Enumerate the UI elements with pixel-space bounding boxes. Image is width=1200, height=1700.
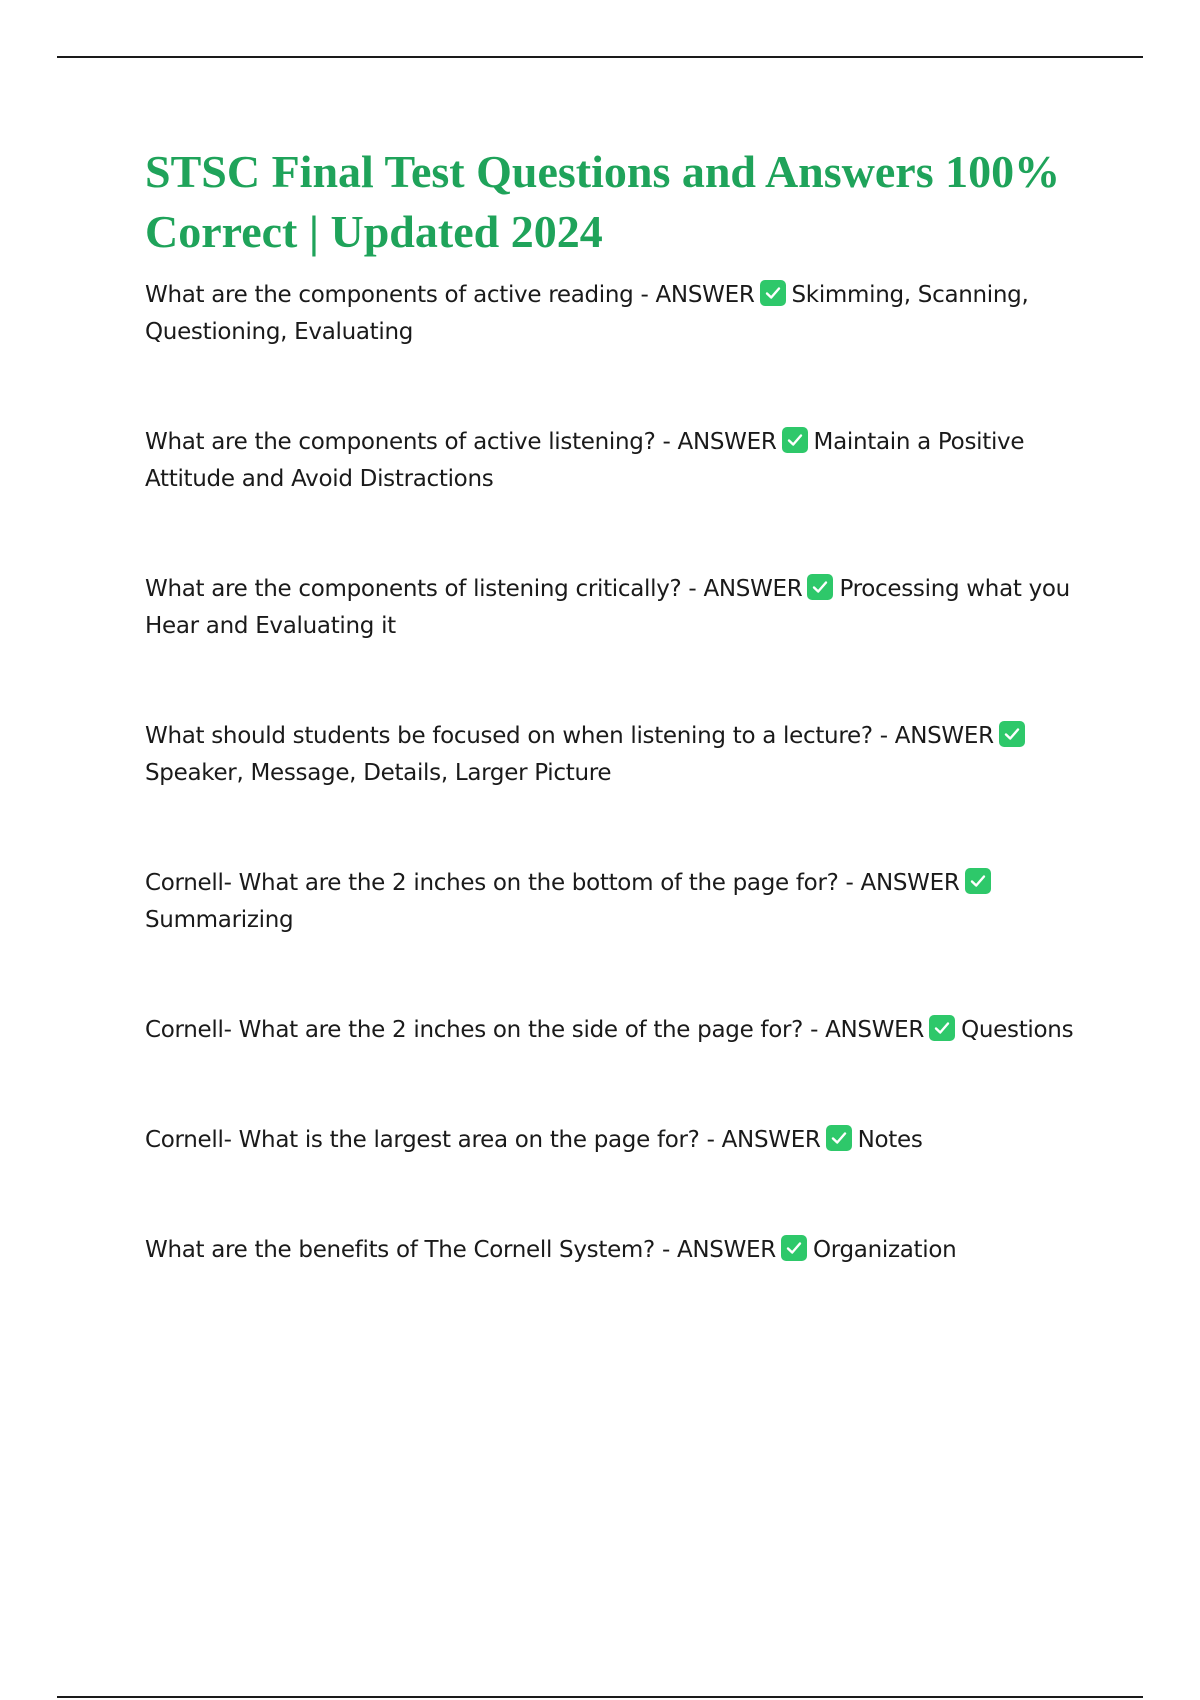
document-title: STSC Final Test Questions and Answers 100% Correct | Updated 2024 bbox=[145, 146, 1061, 257]
answer-text: Organization bbox=[812, 1237, 957, 1263]
question-text: What are the components of active reading - bbox=[145, 282, 656, 308]
qa-list bbox=[145, 277, 1085, 1269]
answer-marker: ANSWER bbox=[860, 870, 960, 896]
check-box-icon bbox=[929, 1015, 955, 1041]
question-text: Cornell- What are the 2 inches on the bottom of the page for? - bbox=[145, 870, 861, 896]
answer-text: Processing what you Hear and Evaluating it bbox=[145, 576, 1070, 639]
qa-item bbox=[145, 571, 1085, 645]
answer-text: Speaker, Message, Details, Larger Picture bbox=[145, 760, 612, 786]
check-box-icon bbox=[760, 280, 786, 306]
answer-marker: ANSWER bbox=[655, 282, 755, 308]
question-text: What are the components of listening critically? - bbox=[145, 576, 704, 602]
check-box-icon bbox=[781, 1235, 807, 1261]
answer-text: Maintain a Positive Attitude and Avoid Distractions bbox=[145, 429, 1025, 492]
answer-text: Questions bbox=[961, 1017, 1074, 1043]
question-text: What are the benefits of The Cornell System? - bbox=[145, 1237, 677, 1263]
qa-item bbox=[145, 1232, 1085, 1269]
qa-item bbox=[145, 277, 1085, 351]
bottom-divider bbox=[57, 1696, 1143, 1698]
document-body bbox=[145, 142, 1085, 1342]
check-box-icon bbox=[965, 868, 991, 894]
question-text: Cornell- What is the largest area on the page for? - bbox=[145, 1127, 722, 1153]
top-divider bbox=[57, 56, 1143, 58]
check-box-icon bbox=[782, 427, 808, 453]
question-text: What are the components of active listening? - bbox=[145, 429, 678, 455]
check-box-icon bbox=[826, 1125, 852, 1151]
answer-text: Notes bbox=[857, 1127, 923, 1153]
answer-text: Summarizing bbox=[145, 907, 294, 933]
answer-marker: ANSWER bbox=[703, 576, 803, 602]
answer-marker: ANSWER bbox=[721, 1127, 821, 1153]
qa-item bbox=[145, 865, 1085, 939]
answer-marker: ANSWER bbox=[677, 429, 777, 455]
answer-marker: ANSWER bbox=[894, 723, 994, 749]
qa-item bbox=[145, 1122, 1085, 1159]
answer-marker: ANSWER bbox=[676, 1237, 776, 1263]
check-box-icon bbox=[999, 721, 1025, 747]
check-box-icon bbox=[807, 574, 833, 600]
question-text: Cornell- What are the 2 inches on the side of the page for? - bbox=[145, 1017, 826, 1043]
qa-item bbox=[145, 1012, 1085, 1049]
answer-marker: ANSWER bbox=[825, 1017, 925, 1043]
answer-text: Skimming, Scanning, Questioning, Evaluating bbox=[145, 282, 1029, 345]
question-text: What should students be focused on when listening to a lecture? - bbox=[145, 723, 895, 749]
qa-item bbox=[145, 718, 1085, 792]
qa-item bbox=[145, 424, 1085, 498]
